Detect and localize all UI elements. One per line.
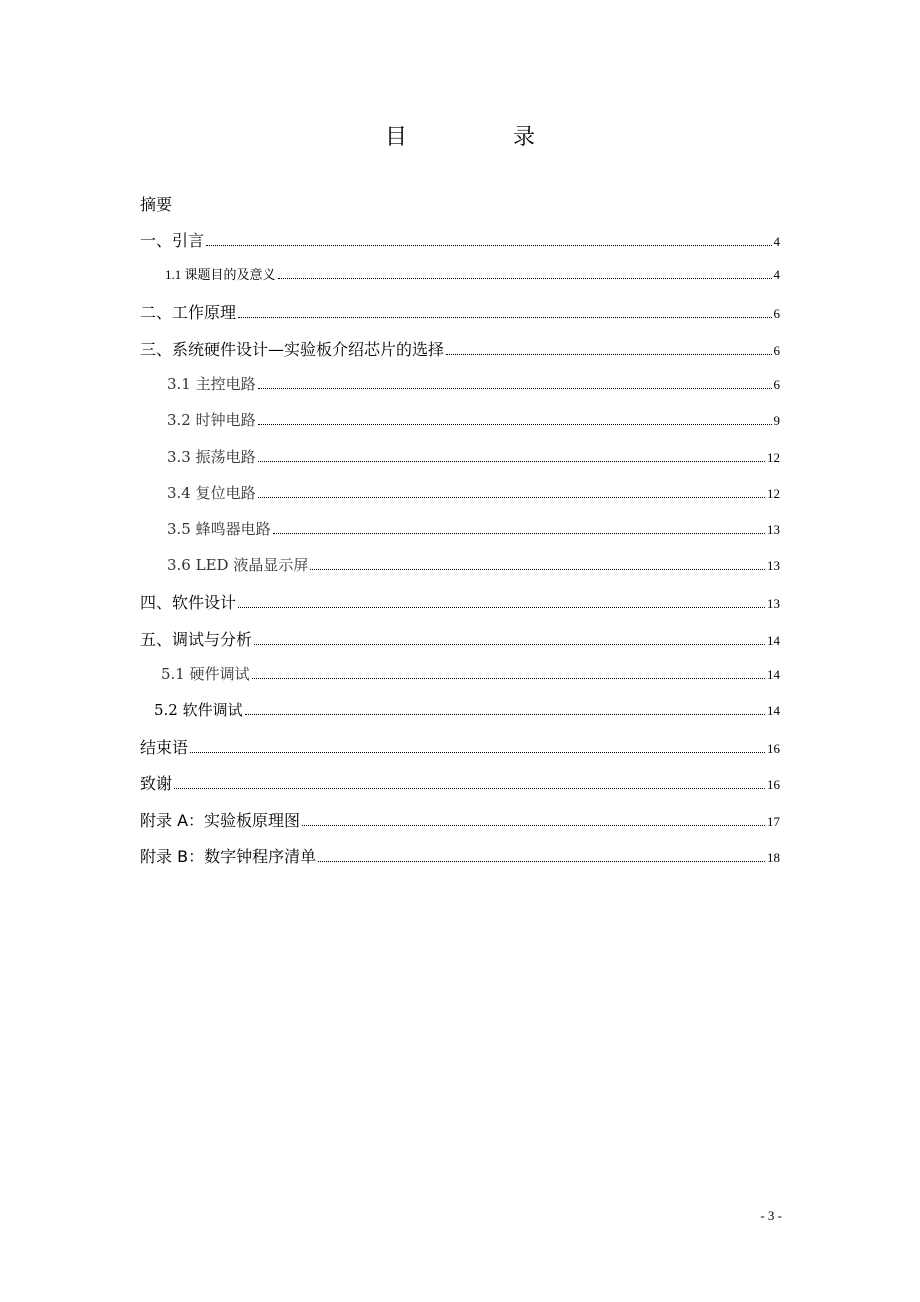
toc-entry-3-5[interactable] (167, 518, 780, 544)
toc-entry-label: 3.4 复位电路 (167, 484, 256, 502)
toc-entry-page: 14 (767, 703, 780, 718)
toc-entry-page: 13 (767, 596, 780, 611)
page-title: 目 录 (384, 125, 577, 150)
toc-entry-label: 致谢 (140, 774, 173, 793)
dot-leader (254, 644, 765, 645)
toc-entry-label: 3.5 蜂鸣器电路 (167, 520, 271, 538)
dot-leader (310, 569, 765, 570)
dot-leader (245, 714, 765, 715)
toc-entry-page: 14 (767, 633, 780, 648)
toc-entry-appendix-a[interactable] (140, 808, 780, 834)
toc-entry-page: 17 (767, 814, 780, 829)
toc-entry-3-1[interactable] (167, 373, 780, 399)
toc-entry-debugging[interactable] (140, 627, 780, 653)
toc-entry-page: 12 (767, 450, 780, 465)
toc-entry-3-2[interactable] (167, 409, 780, 435)
toc-entry-page: 6 (773, 377, 780, 392)
dot-leader (252, 678, 765, 679)
toc-entry-hardware-design[interactable] (140, 337, 780, 363)
dot-leader (318, 861, 765, 862)
dot-leader (446, 354, 771, 355)
toc-entry-appendix-b[interactable] (140, 844, 780, 870)
dot-leader (190, 752, 765, 753)
toc-entry-5-1[interactable] (161, 663, 780, 689)
toc-entry-3-4[interactable] (167, 482, 780, 508)
dot-leader (302, 825, 765, 826)
dot-leader (278, 278, 772, 279)
dot-leader (238, 317, 771, 318)
toc-entry-label: 一、引言 (140, 231, 205, 250)
page-footer-number: - 3 - (760, 1208, 782, 1223)
toc-entry-label: 附录 B：数字钟程序清单 (140, 847, 317, 866)
toc-entry-1-1[interactable] (165, 264, 780, 290)
toc-entry-page: 16 (767, 777, 780, 792)
toc-entry-page: 13 (767, 522, 780, 537)
toc-entry-page: 4 (773, 234, 780, 249)
toc-entry-page: 13 (767, 558, 780, 573)
toc-entry-label: 3.2 时钟电路 (167, 411, 256, 429)
toc-entry-label: 摘要 (140, 195, 173, 214)
dot-leader (174, 788, 765, 789)
toc-entry-label: 5.2 软件调试 (154, 701, 243, 719)
toc-entry-label: 1.1 课题目的及意义 (165, 267, 276, 282)
dot-leader (238, 607, 765, 608)
toc-entry-software-design[interactable] (140, 590, 780, 616)
toc-entry-5-2[interactable] (154, 699, 780, 725)
toc-entry-page: 16 (767, 741, 780, 756)
toc-entry-label: 四、软件设计 (140, 593, 237, 612)
toc-entry-page: 18 (767, 850, 780, 865)
toc-entry-working-principle[interactable] (140, 300, 780, 326)
toc-entry-page: 6 (773, 306, 780, 321)
toc-entry-acknowledgements[interactable] (140, 771, 780, 797)
toc-entry-label: 5.1 硬件调试 (161, 665, 250, 683)
toc-entry-abstract[interactable] (140, 192, 172, 218)
dot-leader (273, 533, 765, 534)
toc-entry-page: 9 (773, 413, 780, 428)
toc-entry-label: 3.1 主控电路 (167, 375, 256, 393)
toc-entry-label: 3.3 振荡电路 (167, 448, 256, 466)
dot-leader (258, 388, 772, 389)
dot-leader (258, 497, 765, 498)
dot-leader (206, 245, 771, 246)
toc-entry-label: 二、工作原理 (140, 303, 237, 322)
toc-entry-label: 五、调试与分析 (140, 630, 253, 649)
toc-entry-page: 6 (773, 343, 780, 358)
toc-entry-3-3[interactable] (167, 446, 780, 472)
dot-leader (258, 461, 765, 462)
toc-entry-page: 12 (767, 486, 780, 501)
dot-leader (258, 424, 772, 425)
toc-entry-introduction[interactable] (140, 228, 780, 254)
toc-entry-conclusion[interactable] (140, 735, 780, 761)
toc-entry-label: 3.6 LED 液晶显示屏 (167, 556, 309, 574)
toc-entry-label: 三、系统硬件设计—实验板介绍芯片的选择 (140, 340, 445, 359)
toc-entry-label: 结束语 (140, 738, 189, 757)
toc-entry-page: 14 (767, 667, 780, 682)
toc-entry-label: 附录 A：实验板原理图 (140, 811, 301, 830)
toc-entry-3-6[interactable] (167, 554, 780, 580)
toc-entry-page: 4 (773, 267, 780, 282)
